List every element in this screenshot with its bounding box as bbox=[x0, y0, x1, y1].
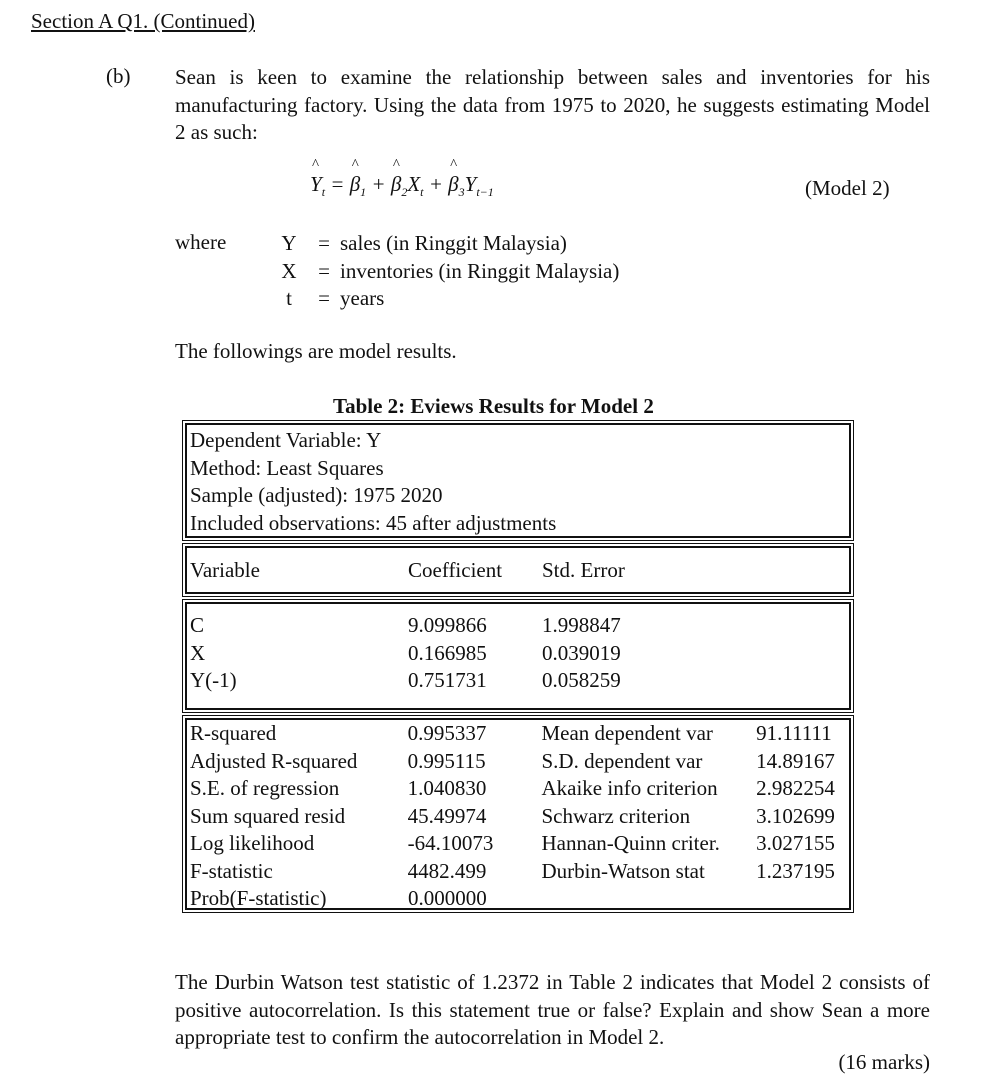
stat-label: F-statistic bbox=[190, 858, 273, 883]
followings-text: The followings are model results. bbox=[175, 339, 457, 363]
coefficient-cell: 0.751731 bbox=[408, 668, 487, 692]
variable-cell: Y(-1) bbox=[190, 668, 237, 692]
coefficient-box bbox=[185, 602, 851, 710]
stat-label: Akaike info criterion bbox=[541, 776, 718, 800]
stats-row bbox=[190, 885, 846, 913]
stat-label: Adjusted R-squared bbox=[190, 748, 358, 773]
definition-equals: = bbox=[318, 258, 330, 283]
method: Method: Least Squares bbox=[190, 455, 384, 480]
stat-value: 0.000000 bbox=[408, 886, 487, 910]
stats-row bbox=[190, 830, 846, 858]
stat-value: 2.982254 bbox=[756, 776, 835, 800]
stat-label: S.D. dependent var bbox=[541, 748, 703, 773]
definition-symbol: Y bbox=[281, 231, 297, 255]
stat-value: 0.995115 bbox=[407, 748, 486, 773]
stat-value: 14.89167 bbox=[756, 748, 835, 773]
stat-label: Sum squared resid bbox=[190, 803, 346, 828]
stat-label: Durbin-Watson stat bbox=[541, 858, 705, 883]
sample: Sample (adjusted): 1975 2020 bbox=[190, 483, 443, 507]
eviews-table bbox=[182, 420, 854, 913]
stat-value: 91.11111 bbox=[756, 721, 832, 745]
definition-row bbox=[278, 258, 619, 286]
std-error-cell: 0.058259 bbox=[542, 668, 621, 692]
col-variable: Variable bbox=[190, 558, 260, 582]
definition-row bbox=[278, 230, 619, 258]
definition-symbol: t bbox=[286, 286, 292, 310]
definition-row bbox=[278, 285, 619, 313]
stat-label: Mean dependent var bbox=[541, 721, 713, 745]
column-header-box bbox=[185, 546, 851, 594]
definition-equals: = bbox=[318, 231, 330, 255]
statistics-box bbox=[185, 718, 851, 910]
question-paragraph: The Durbin Watson test statistic of 1.2372 in Table 2 indicates that Model 2 consists of positive autocorrelation. Is this statement true or false? Explain and show Sean a more appropriate test to confirm the autocorrelation in Model 2. bbox=[175, 970, 930, 1049]
stats-row bbox=[190, 775, 846, 803]
stat-value: 1.237195 bbox=[756, 858, 835, 883]
stat-value: 1.040830 bbox=[407, 776, 487, 800]
table-title: Table 2: Eviews Results for Model 2 bbox=[333, 394, 654, 418]
variable-cell: X bbox=[190, 640, 206, 665]
coefficient-cell: 9.099866 bbox=[408, 613, 487, 637]
marks-label: (16 marks) bbox=[838, 1050, 930, 1074]
stat-label: Log likelihood bbox=[190, 831, 315, 855]
stat-label: R-squared bbox=[190, 721, 277, 745]
model-equation: ^ $Y_t$ = ^ $\beta_1$ + ^ $\beta_2X_t$ + ^ $\beta_3Y_{t-1}$ bbox=[310, 172, 494, 200]
definition-symbol: X bbox=[281, 258, 297, 283]
stat-value: 3.027155 bbox=[756, 831, 835, 855]
stat-label: Prob(F-statistic) bbox=[190, 886, 327, 910]
std-error-cell: 0.039019 bbox=[542, 640, 621, 665]
table-row bbox=[190, 640, 846, 668]
table-row bbox=[190, 667, 846, 695]
std-error-cell: 1.998847 bbox=[542, 613, 621, 637]
stats-row bbox=[190, 803, 846, 831]
table-header-box bbox=[185, 423, 851, 538]
stat-value: -64.10073 bbox=[407, 831, 494, 855]
stats-row bbox=[190, 720, 846, 748]
stat-value: 4482.499 bbox=[407, 858, 487, 883]
definition-text: years bbox=[340, 286, 385, 310]
part-label: (b) bbox=[106, 64, 131, 88]
observations: Included observations: 45 after adjustments bbox=[190, 510, 557, 535]
coefficient-cell: 0.166985 bbox=[408, 640, 487, 665]
stat-label: Hannan-Quinn criter. bbox=[541, 831, 720, 855]
stat-label: S.E. of regression bbox=[190, 776, 340, 800]
stat-value: 0.995337 bbox=[407, 721, 487, 745]
stat-value: 45.49974 bbox=[407, 803, 487, 828]
col-coefficient: Coefficient bbox=[408, 558, 503, 582]
stat-value: 3.102699 bbox=[756, 803, 835, 828]
table-row bbox=[190, 612, 846, 640]
variable-cell: C bbox=[190, 613, 205, 637]
dependent-variable: Dependent Variable: Y bbox=[190, 428, 382, 452]
section-header: Section A Q1. (Continued) bbox=[31, 9, 255, 33]
col-std-error: Std. Error bbox=[542, 558, 625, 582]
stat-label: Schwarz criterion bbox=[541, 803, 691, 828]
definition-text: inventories (in Ringgit Malaysia) bbox=[340, 258, 620, 283]
definition-equals: = bbox=[318, 286, 330, 310]
where-label: where bbox=[175, 230, 227, 254]
model-label: (Model 2) bbox=[805, 176, 890, 200]
stats-row bbox=[190, 748, 846, 776]
definition-text: sales (in Ringgit Malaysia) bbox=[340, 231, 567, 255]
intro-paragraph: Sean is keen to examine the relationship between sales and inventories for his manufacturing factory. Using the data from 1975 to 2020, he suggests estimating Model 2 as such: bbox=[175, 65, 930, 144]
variable-definitions bbox=[278, 230, 619, 313]
stats-row bbox=[190, 858, 846, 886]
